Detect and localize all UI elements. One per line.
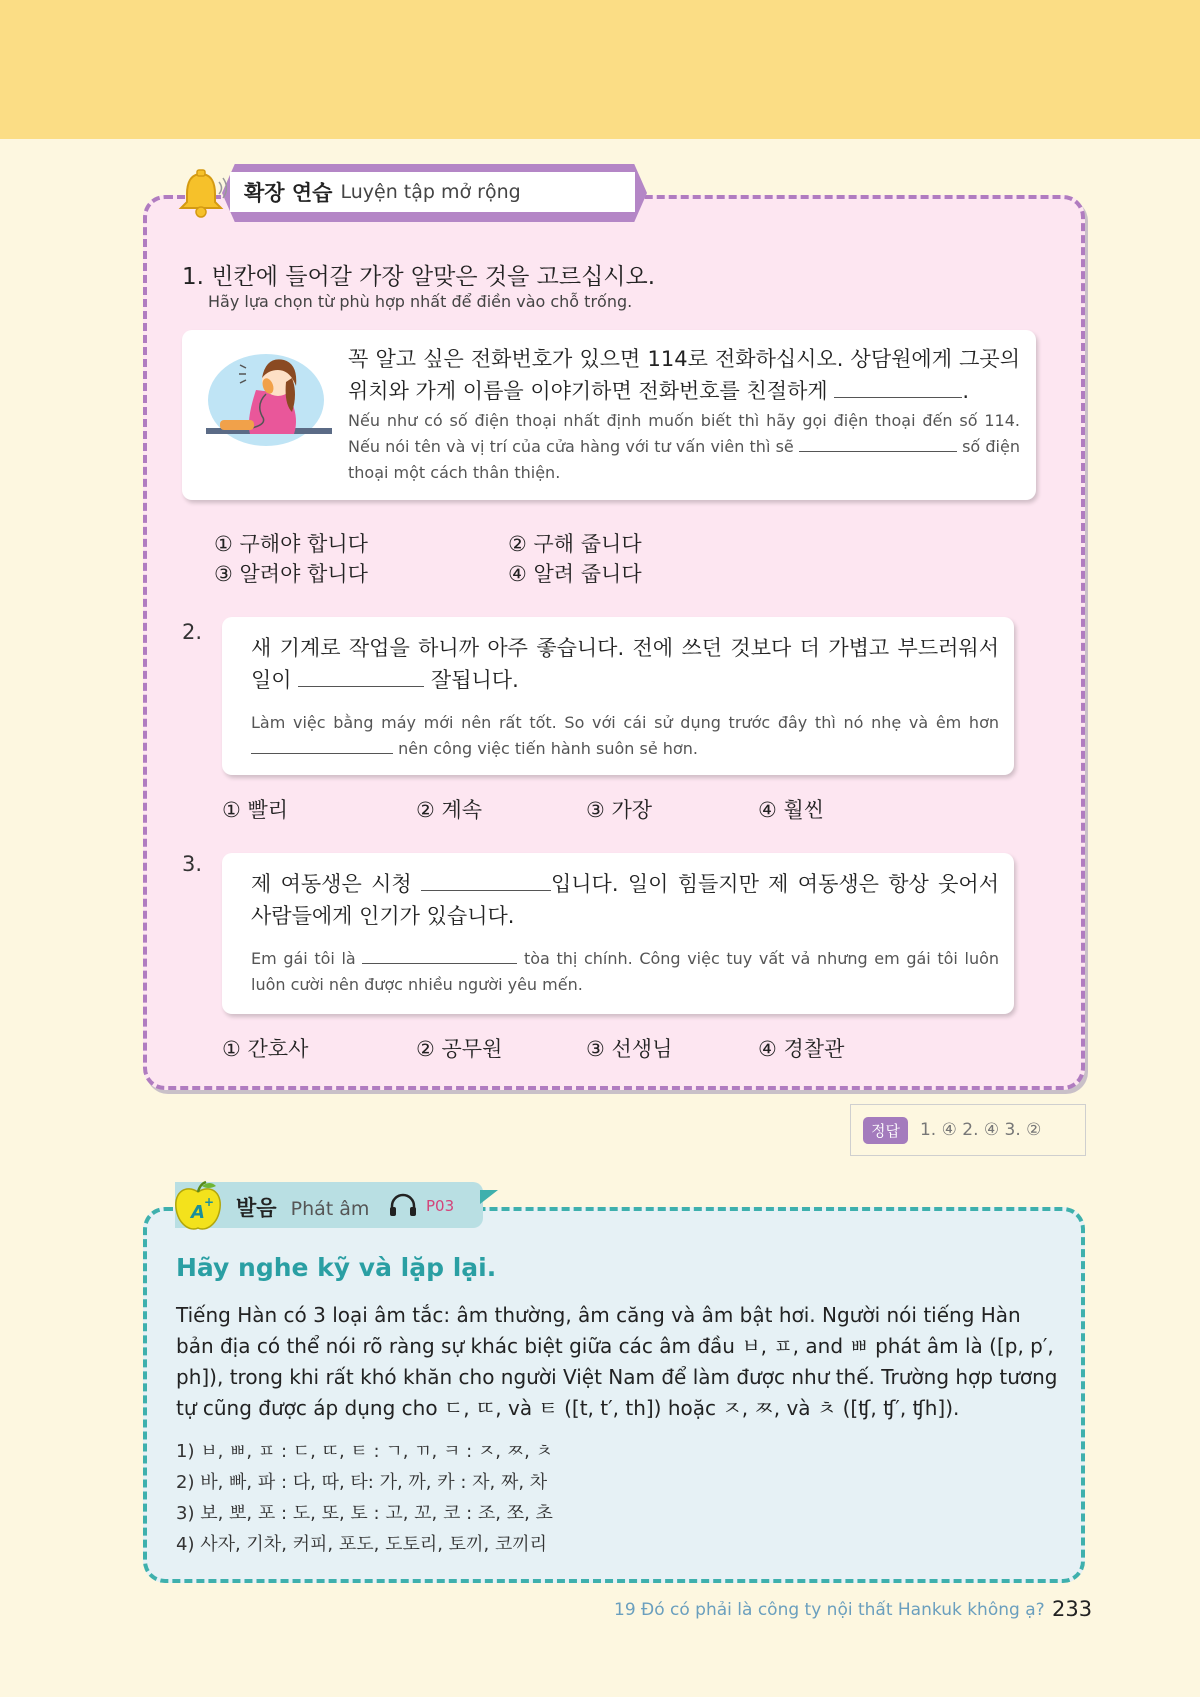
practice-title-kr: 확장 연습 [244, 181, 333, 205]
q1-vi-after: số điện thoại một cách thân thiện. [348, 437, 1020, 482]
top-color-band [0, 0, 1200, 139]
q1-vi-blank [799, 451, 957, 452]
answer-text: 1. ④ 2. ④ 3. ② [919, 1120, 1042, 1140]
pronunciation-banner-corner [480, 1190, 498, 1204]
pronunciation-title [236, 1192, 369, 1222]
question-1-vietnamese-text [348, 408, 1020, 486]
answer-key [850, 1104, 1086, 1156]
q3-kr-blank [421, 890, 551, 891]
apple-grade-icon [172, 1178, 224, 1234]
q3-option-3[interactable]: ③ 선생님 [586, 1037, 673, 1061]
pronunciation-title-kr: 발음 [236, 1196, 277, 1220]
page-number: 233 [1052, 1597, 1093, 1621]
q2-option-4[interactable]: ④ 훨씬 [758, 798, 825, 822]
list-item: 1) ㅂ, ㅃ, ㅍ : ㄷ, ㄸ, ㅌ : ㄱ, ㄲ, ㅋ : ㅈ, ㅉ, ㅊ [176, 1441, 553, 1462]
pronunciation-list [176, 1436, 776, 1560]
q3-kr-after: 입니다. 일이 힘들지만 제 여동생은 항상 웃어서 사람들에게 인기가 있습니다. [251, 872, 999, 928]
q1-option-4[interactable]: ④ 알려 줍니다 [508, 562, 642, 586]
question-3-korean-text [251, 868, 999, 932]
question-1-subtitle: Hãy lựa chọn từ phù hợp nhất để điền vào chỗ trống. [208, 292, 633, 311]
bell-icon [175, 168, 227, 220]
q2-kr-blank [298, 686, 424, 687]
q3-vi-after: tòa thị chính. Công việc tuy vất vả nhưng em gái tôi luôn luôn cười nên được nhiều người yêu mến. [251, 949, 1000, 994]
footer-chapter-title: 19 Đó có phải là công ty nội thất Hankuk không ạ? [614, 1600, 1045, 1620]
answer-badge: 정답 [863, 1117, 908, 1144]
q3-kr-before: 제 여동생은 시청 [251, 872, 421, 896]
q1-kr-blank [834, 397, 962, 398]
question-3-vietnamese-text [251, 946, 999, 998]
question-3-number: 3. [182, 852, 203, 876]
q2-vi-after: nên công việc tiến hành suôn sẻ hơn. [393, 739, 698, 758]
woman-on-phone-illustration [206, 350, 332, 450]
q2-kr-after: 잘됩니다. [424, 668, 519, 692]
question-1-korean-text [348, 343, 1020, 407]
q2-kr-before: 새 기계로 작업을 하니까 아주 좋습니다. 전에 쓰던 것보다 더 가볍고 부드러워서 일이 [251, 636, 999, 692]
question-1-title: 1. 빈칸에 들어갈 가장 알맞은 것을 고르십시오. [182, 264, 656, 290]
practice-banner [230, 172, 635, 212]
q3-option-2[interactable]: ② 공무원 [416, 1037, 503, 1061]
q1-option-1[interactable]: ① 구해야 합니다 [214, 532, 368, 556]
svg-text:A: A [191, 1202, 205, 1223]
q2-option-3[interactable]: ③ 가장 [586, 798, 653, 822]
q1-kr-before: 꼭 알고 싶은 전화번호가 있으면 114로 전화하십시오. 상담원에게 그곳의 위치와 가게 이름을 이야기하면 전화번호를 친절하게 [348, 347, 1020, 403]
pronunciation-heading: Hãy nghe kỹ và lặp lại. [176, 1253, 497, 1282]
question-2-vietnamese-text [251, 710, 999, 762]
practice-title-vi: Luyện tập mở rộng [340, 181, 521, 203]
q2-vi-blank [251, 753, 393, 754]
pronunciation-title-vi: Phát âm [290, 1198, 370, 1220]
audio-track-code[interactable]: P03 [426, 1197, 455, 1215]
q2-option-2[interactable]: ② 계속 [416, 798, 483, 822]
q1-kr-after: . [962, 379, 970, 403]
headphone-icon[interactable] [388, 1192, 418, 1218]
list-item: 2) 바, 빠, 파 : 다, 따, 타: 가, 까, 카 : 자, 짜, 차 [176, 1472, 548, 1493]
question-2-number: 2. [182, 620, 203, 644]
q2-vi-before: Làm việc bằng máy mới nên rất tốt. So với cái sử dụng trước đây thì nó nhẹ và êm hơn [251, 713, 999, 732]
question-2-korean-text [251, 632, 999, 696]
q1-option-2[interactable]: ② 구해 줍니다 [508, 532, 642, 556]
q3-vi-before: Em gái tôi là [251, 949, 363, 968]
q2-option-1[interactable]: ① 빨리 [222, 798, 289, 822]
q1-vi-before: Nếu như có số điện thoại nhất định muốn biết thì hãy gọi điện thoại đến số 114. Nếu nói tên và vị trí của cửa hàng với tư vấn viên thì sẽ [348, 411, 1020, 456]
list-item: 4) 사자, 기차, 커피, 포도, 도토리, 토끼, 코끼리 [176, 1534, 548, 1555]
q3-option-1[interactable]: ① 간호사 [222, 1037, 309, 1061]
list-item: 3) 보, 뽀, 포 : 도, 또, 토 : 고, 꼬, 코 : 조, 쪼, 초 [176, 1503, 553, 1524]
q3-vi-blank [362, 963, 517, 964]
q3-option-4[interactable]: ④ 경찰관 [758, 1037, 845, 1061]
svg-text:+: + [203, 1195, 215, 1209]
q1-option-3[interactable]: ③ 알려야 합니다 [214, 562, 368, 586]
pronunciation-explanation: Tiếng Hàn có 3 loại âm tắc: âm thường, âm căng và âm bật hơi. Người nói tiếng Hàn bản địa có thể nói rõ ràng sự khác biệt giữa các âm đầu ㅂ, ㅍ, and ㅃ phát âm là ([p, p′, ph]), trong khi rất khó khăn cho người Việt Nam để làm được như thế. Trường hợp tương tự cũng được áp dụng cho ㄷ, ㄸ, và ㅌ ([t, t′, th]) hoặc ㅈ, ㅉ, và ㅊ ([ʧ, ʧ′, ʧh]). [176, 1303, 1058, 1420]
